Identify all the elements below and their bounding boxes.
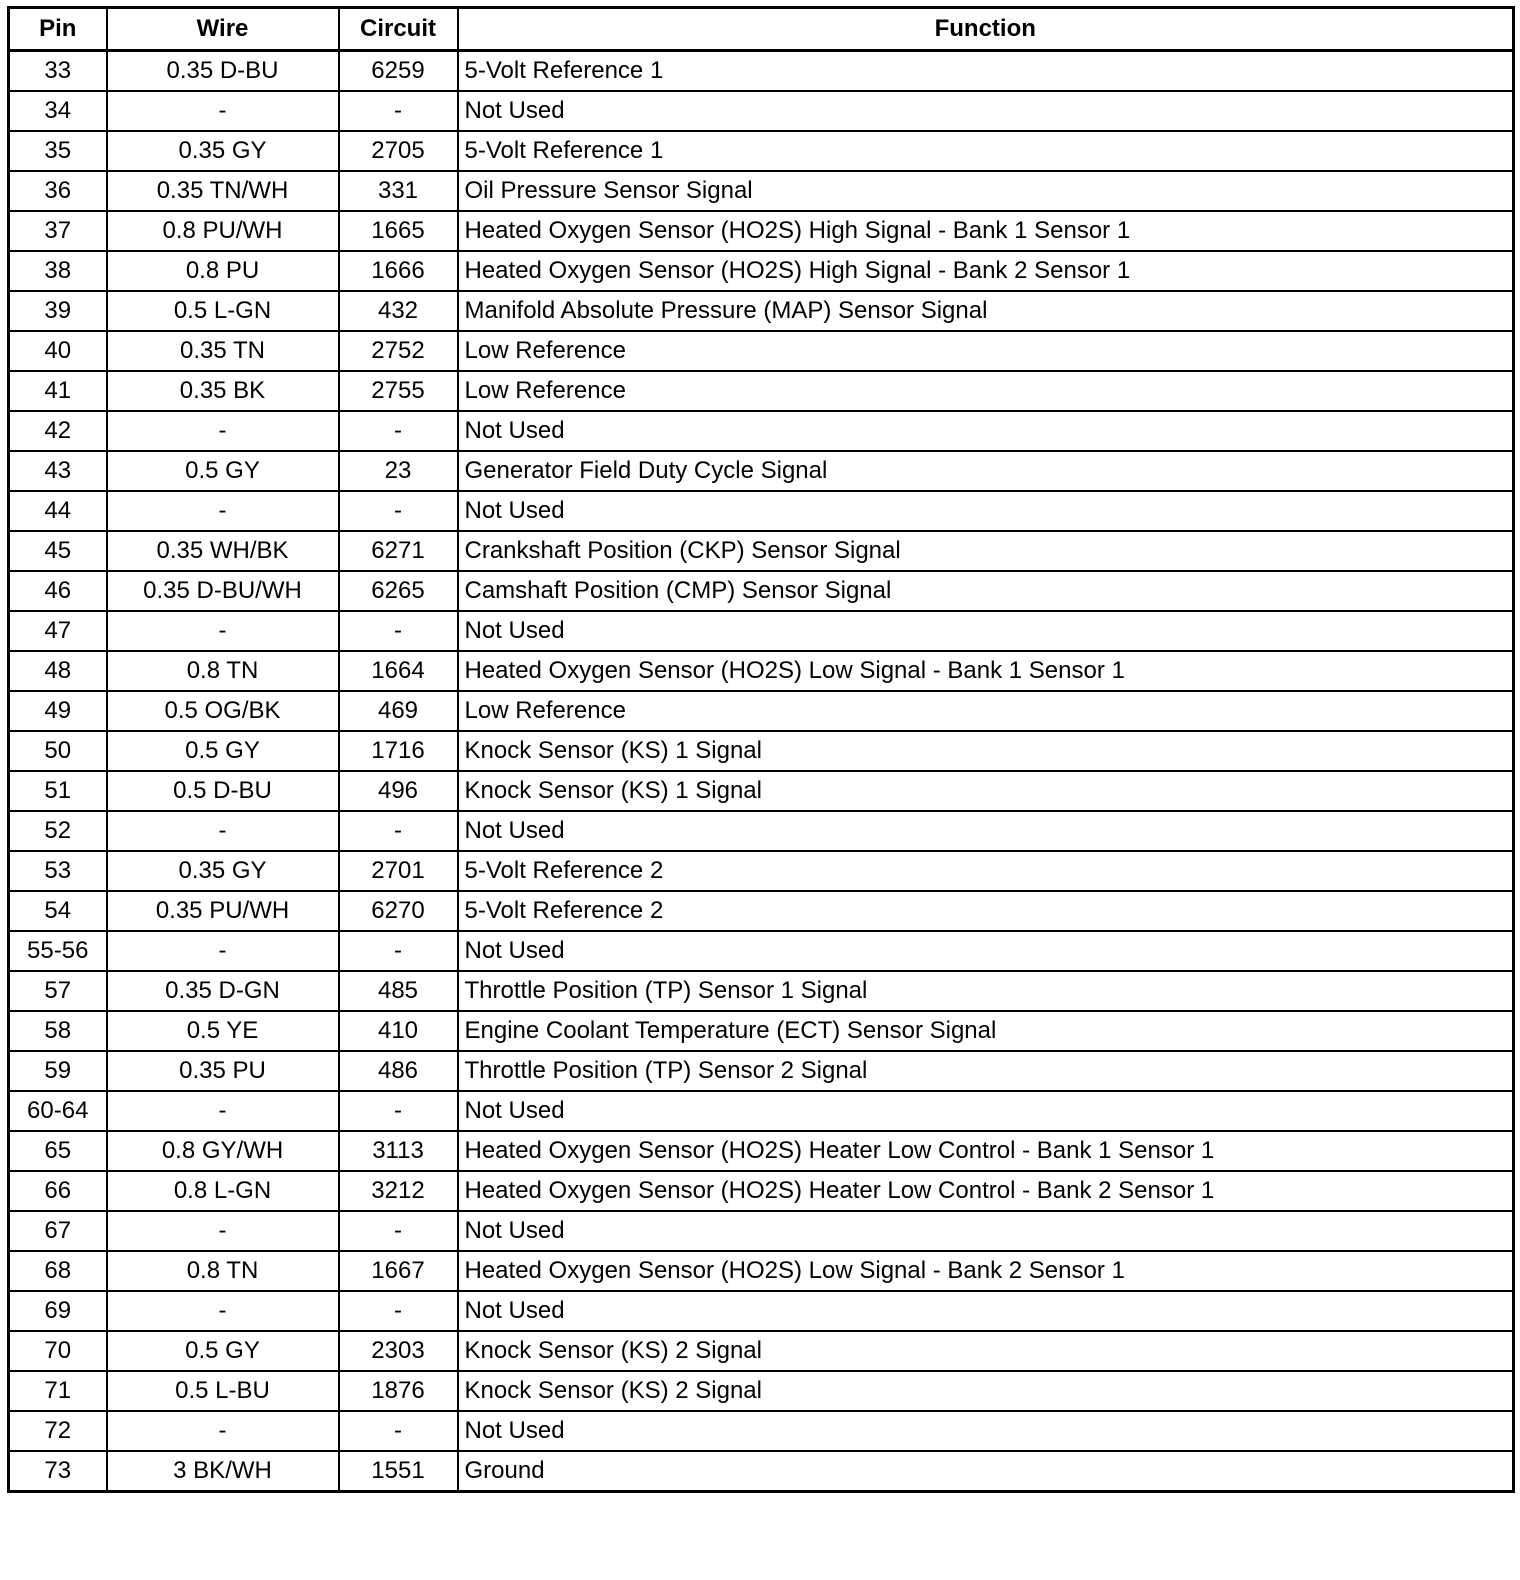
cell-pin: 42	[9, 411, 107, 451]
cell-circuit: 469	[339, 691, 458, 731]
cell-circuit: 2701	[339, 851, 458, 891]
table-row	[9, 811, 1514, 851]
cell-circuit: 1716	[339, 731, 458, 771]
cell-circuit: -	[339, 811, 458, 851]
cell-pin: 50	[9, 731, 107, 771]
cell-wire: 0.8 TN	[107, 651, 339, 691]
table-row	[9, 1371, 1514, 1411]
cell-pin: 36	[9, 171, 107, 211]
connector-pinout-table-container	[7, 6, 1512, 1493]
cell-function: 5-Volt Reference 2	[458, 851, 1514, 891]
cell-function: Knock Sensor (KS) 2 Signal	[458, 1371, 1514, 1411]
cell-function: 5-Volt Reference 2	[458, 891, 1514, 931]
cell-wire: 0.35 BK	[107, 371, 339, 411]
cell-pin: 40	[9, 331, 107, 371]
cell-circuit: 23	[339, 451, 458, 491]
cell-circuit: 485	[339, 971, 458, 1011]
cell-function: Heated Oxygen Sensor (HO2S) High Signal - Bank 1 Sensor 1	[458, 211, 1514, 251]
cell-pin: 58	[9, 1011, 107, 1051]
cell-wire: 0.8 PU/WH	[107, 211, 339, 251]
cell-pin: 37	[9, 211, 107, 251]
cell-function: Low Reference	[458, 691, 1514, 731]
cell-wire: 0.35 TN/WH	[107, 171, 339, 211]
cell-function: Oil Pressure Sensor Signal	[458, 171, 1514, 211]
cell-pin: 34	[9, 91, 107, 131]
cell-circuit: 432	[339, 291, 458, 331]
cell-function: Engine Coolant Temperature (ECT) Sensor Signal	[458, 1011, 1514, 1051]
table-row	[9, 1291, 1514, 1331]
table-row	[9, 1051, 1514, 1091]
cell-function: Heated Oxygen Sensor (HO2S) Heater Low Control - Bank 1 Sensor 1	[458, 1131, 1514, 1171]
cell-circuit: 3113	[339, 1131, 458, 1171]
cell-circuit: 410	[339, 1011, 458, 1051]
header-circuit: Circuit	[339, 8, 458, 51]
table-row	[9, 51, 1514, 92]
cell-function: Heated Oxygen Sensor (HO2S) Low Signal - Bank 2 Sensor 1	[458, 1251, 1514, 1291]
cell-function: Throttle Position (TP) Sensor 2 Signal	[458, 1051, 1514, 1091]
cell-circuit: 1666	[339, 251, 458, 291]
cell-wire: 0.5 L-BU	[107, 1371, 339, 1411]
cell-function: Ground	[458, 1451, 1514, 1492]
cell-wire: 0.35 PU/WH	[107, 891, 339, 931]
cell-pin: 71	[9, 1371, 107, 1411]
cell-pin: 53	[9, 851, 107, 891]
cell-wire: 0.8 TN	[107, 1251, 339, 1291]
cell-pin: 45	[9, 531, 107, 571]
table-row	[9, 131, 1514, 171]
cell-circuit: 2752	[339, 331, 458, 371]
cell-circuit: -	[339, 611, 458, 651]
cell-wire: 0.5 GY	[107, 731, 339, 771]
cell-function: Not Used	[458, 91, 1514, 131]
table-row	[9, 611, 1514, 651]
cell-function: Knock Sensor (KS) 2 Signal	[458, 1331, 1514, 1371]
cell-pin: 47	[9, 611, 107, 651]
cell-pin: 54	[9, 891, 107, 931]
cell-circuit: 3212	[339, 1171, 458, 1211]
table-row	[9, 571, 1514, 611]
cell-circuit: -	[339, 91, 458, 131]
cell-circuit: 2705	[339, 131, 458, 171]
table-row	[9, 691, 1514, 731]
cell-function: Not Used	[458, 1211, 1514, 1251]
cell-function: Throttle Position (TP) Sensor 1 Signal	[458, 971, 1514, 1011]
cell-wire: -	[107, 931, 339, 971]
cell-pin: 44	[9, 491, 107, 531]
cell-pin: 51	[9, 771, 107, 811]
table-row	[9, 651, 1514, 691]
cell-circuit: -	[339, 411, 458, 451]
cell-function: Low Reference	[458, 331, 1514, 371]
cell-function: 5-Volt Reference 1	[458, 51, 1514, 92]
cell-function: Heated Oxygen Sensor (HO2S) Heater Low Control - Bank 2 Sensor 1	[458, 1171, 1514, 1211]
cell-pin: 38	[9, 251, 107, 291]
cell-pin: 55-56	[9, 931, 107, 971]
cell-wire: 0.5 GY	[107, 1331, 339, 1371]
cell-pin: 33	[9, 51, 107, 92]
cell-function: Camshaft Position (CMP) Sensor Signal	[458, 571, 1514, 611]
cell-wire: 0.8 PU	[107, 251, 339, 291]
cell-wire: 0.8 L-GN	[107, 1171, 339, 1211]
cell-pin: 39	[9, 291, 107, 331]
cell-function: Manifold Absolute Pressure (MAP) Sensor Signal	[458, 291, 1514, 331]
cell-circuit: 6259	[339, 51, 458, 92]
table-row	[9, 211, 1514, 251]
table-row	[9, 1091, 1514, 1131]
cell-wire: -	[107, 811, 339, 851]
cell-wire: 3 BK/WH	[107, 1451, 339, 1492]
table-row	[9, 251, 1514, 291]
cell-function: Low Reference	[458, 371, 1514, 411]
cell-circuit: 1667	[339, 1251, 458, 1291]
header-wire: Wire	[107, 8, 339, 51]
cell-circuit: 6270	[339, 891, 458, 931]
cell-pin: 68	[9, 1251, 107, 1291]
cell-wire: 0.5 D-BU	[107, 771, 339, 811]
cell-wire: 0.35 D-BU	[107, 51, 339, 92]
cell-circuit: 2755	[339, 371, 458, 411]
cell-pin: 41	[9, 371, 107, 411]
cell-wire: 0.35 TN	[107, 331, 339, 371]
cell-circuit: 2303	[339, 1331, 458, 1371]
table-header	[9, 8, 1514, 51]
cell-wire: -	[107, 91, 339, 131]
header-row	[9, 8, 1514, 51]
cell-wire: 0.5 L-GN	[107, 291, 339, 331]
cell-function: Generator Field Duty Cycle Signal	[458, 451, 1514, 491]
cell-circuit: 6271	[339, 531, 458, 571]
table-row	[9, 531, 1514, 571]
cell-function: Heated Oxygen Sensor (HO2S) High Signal - Bank 2 Sensor 1	[458, 251, 1514, 291]
table-row	[9, 1211, 1514, 1251]
header-pin: Pin	[9, 8, 107, 51]
cell-pin: 60-64	[9, 1091, 107, 1131]
table-row	[9, 291, 1514, 331]
cell-pin: 57	[9, 971, 107, 1011]
cell-wire: 0.8 GY/WH	[107, 1131, 339, 1171]
cell-function: Not Used	[458, 1411, 1514, 1451]
table-row	[9, 1411, 1514, 1451]
cell-circuit: 331	[339, 171, 458, 211]
table-row	[9, 1011, 1514, 1051]
cell-pin: 73	[9, 1451, 107, 1492]
cell-pin: 72	[9, 1411, 107, 1451]
cell-wire: -	[107, 1091, 339, 1131]
cell-circuit: 1664	[339, 651, 458, 691]
cell-wire: 0.5 YE	[107, 1011, 339, 1051]
cell-wire: 0.35 WH/BK	[107, 531, 339, 571]
cell-function: Not Used	[458, 1091, 1514, 1131]
cell-circuit: -	[339, 1411, 458, 1451]
cell-pin: 66	[9, 1171, 107, 1211]
cell-wire: -	[107, 1211, 339, 1251]
cell-pin: 48	[9, 651, 107, 691]
cell-wire: 0.35 D-GN	[107, 971, 339, 1011]
cell-circuit: -	[339, 1291, 458, 1331]
table-row	[9, 1451, 1514, 1492]
cell-pin: 46	[9, 571, 107, 611]
cell-pin: 35	[9, 131, 107, 171]
cell-wire: 0.35 D-BU/WH	[107, 571, 339, 611]
cell-pin: 52	[9, 811, 107, 851]
header-function: Function	[458, 8, 1514, 51]
table-row	[9, 891, 1514, 931]
table-row	[9, 731, 1514, 771]
cell-pin: 67	[9, 1211, 107, 1251]
cell-function: Knock Sensor (KS) 1 Signal	[458, 731, 1514, 771]
cell-function: Heated Oxygen Sensor (HO2S) Low Signal - Bank 1 Sensor 1	[458, 651, 1514, 691]
table-row	[9, 331, 1514, 371]
cell-pin: 59	[9, 1051, 107, 1091]
cell-pin: 43	[9, 451, 107, 491]
cell-circuit: 496	[339, 771, 458, 811]
table-row	[9, 851, 1514, 891]
cell-circuit: 486	[339, 1051, 458, 1091]
cell-circuit: -	[339, 1211, 458, 1251]
cell-wire: -	[107, 411, 339, 451]
cell-circuit: 1665	[339, 211, 458, 251]
table-row	[9, 171, 1514, 211]
cell-function: Not Used	[458, 931, 1514, 971]
cell-wire: 0.5 GY	[107, 451, 339, 491]
cell-wire: 0.35 GY	[107, 131, 339, 171]
cell-pin: 70	[9, 1331, 107, 1371]
table-row	[9, 1251, 1514, 1291]
table-row	[9, 1331, 1514, 1371]
table-row	[9, 371, 1514, 411]
cell-wire: 0.35 PU	[107, 1051, 339, 1091]
cell-function: Not Used	[458, 811, 1514, 851]
cell-wire: -	[107, 1291, 339, 1331]
connector-pinout-table	[7, 6, 1515, 1493]
table-row	[9, 411, 1514, 451]
cell-pin: 49	[9, 691, 107, 731]
table-row	[9, 1131, 1514, 1171]
cell-circuit: 6265	[339, 571, 458, 611]
cell-wire: -	[107, 611, 339, 651]
cell-function: 5-Volt Reference 1	[458, 131, 1514, 171]
cell-pin: 65	[9, 1131, 107, 1171]
cell-circuit: 1551	[339, 1451, 458, 1492]
cell-function: Not Used	[458, 491, 1514, 531]
cell-wire: -	[107, 1411, 339, 1451]
table-row	[9, 931, 1514, 971]
table-row	[9, 491, 1514, 531]
table-row	[9, 771, 1514, 811]
table-body	[9, 51, 1514, 1492]
cell-wire: -	[107, 491, 339, 531]
cell-wire: 0.35 GY	[107, 851, 339, 891]
table-row	[9, 91, 1514, 131]
cell-wire: 0.5 OG/BK	[107, 691, 339, 731]
cell-circuit: -	[339, 931, 458, 971]
cell-function: Not Used	[458, 1291, 1514, 1331]
cell-circuit: 1876	[339, 1371, 458, 1411]
cell-function: Crankshaft Position (CKP) Sensor Signal	[458, 531, 1514, 571]
table-row	[9, 1171, 1514, 1211]
cell-function: Not Used	[458, 411, 1514, 451]
cell-function: Not Used	[458, 611, 1514, 651]
cell-function: Knock Sensor (KS) 1 Signal	[458, 771, 1514, 811]
table-row	[9, 451, 1514, 491]
cell-circuit: -	[339, 1091, 458, 1131]
cell-circuit: -	[339, 491, 458, 531]
cell-pin: 69	[9, 1291, 107, 1331]
table-row	[9, 971, 1514, 1011]
